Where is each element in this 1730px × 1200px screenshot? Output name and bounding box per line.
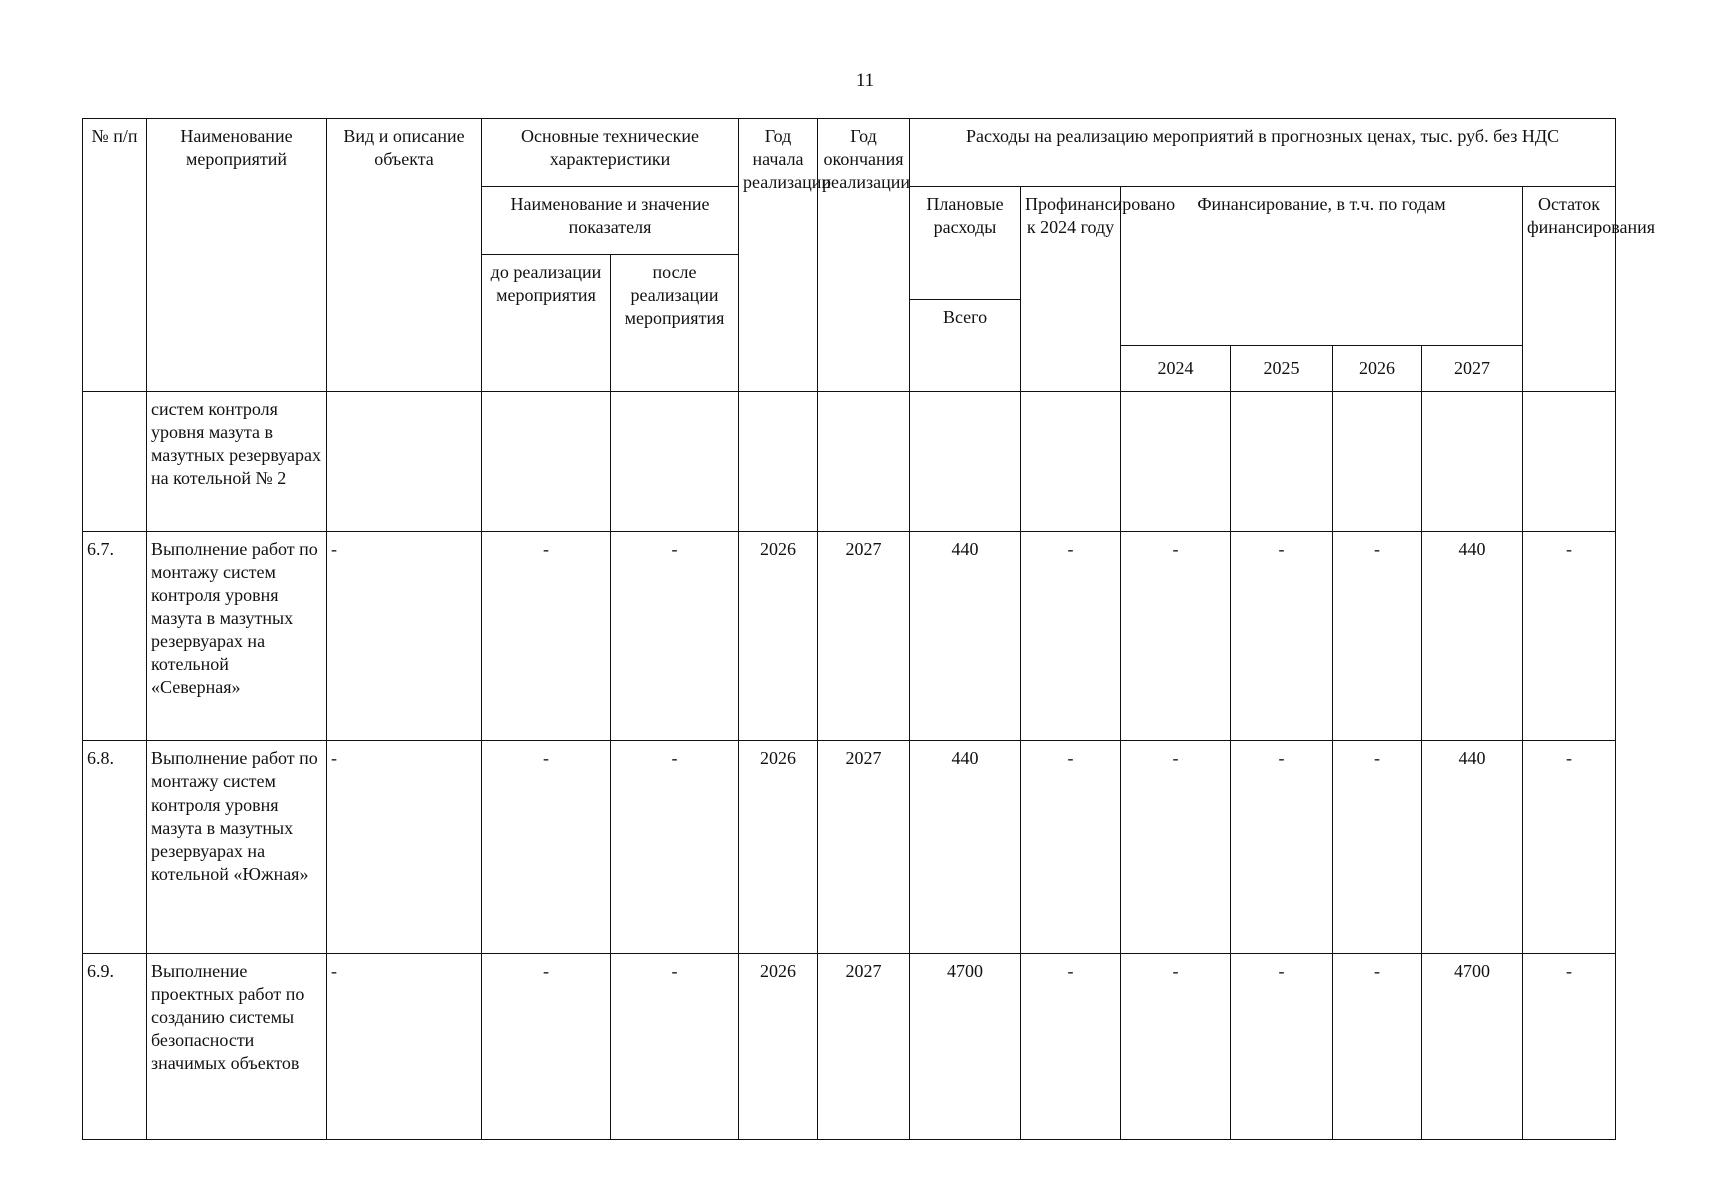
header-year-2026: 2026 — [1333, 346, 1422, 392]
row-end-year: 2027 — [818, 953, 910, 1139]
row-name: Выполнение работ по монтажу систем контроля уровня мазута в мазутных резервуарах на котельной «Южная» — [147, 741, 327, 953]
table-header — [83, 119, 1655, 392]
row-before: - — [482, 741, 611, 953]
table-body — [83, 392, 1616, 1140]
row-num: 6.9. — [83, 953, 147, 1139]
row-end-year: 2027 — [818, 532, 910, 741]
header-tech: Основные технические характеристики — [482, 119, 739, 187]
row-end-year — [818, 392, 910, 532]
row-num — [83, 392, 147, 532]
row-after: - — [611, 532, 739, 741]
row-type: - — [327, 953, 482, 1139]
header-total: Всего — [910, 300, 1021, 392]
row-before: - — [482, 953, 611, 1139]
row-remainder: - — [1523, 953, 1616, 1139]
header-financing: Финансирование, в т.ч. по годам — [1121, 187, 1523, 346]
row-2027: 4700 — [1422, 953, 1523, 1139]
row-total: 4700 — [910, 953, 1021, 1139]
row-after: - — [611, 953, 739, 1139]
measures-table — [82, 118, 1655, 1140]
header-prefinanced: Профинансировано к 2024 году — [1021, 187, 1121, 392]
row-end-year: 2027 — [818, 741, 910, 953]
row-total: 440 — [910, 532, 1021, 741]
row-before: - — [482, 532, 611, 741]
row-2024: - — [1121, 741, 1231, 953]
row-start-year: 2026 — [739, 532, 818, 741]
header-name: Наименование мероприятий — [147, 119, 327, 392]
page-number: 11 — [855, 70, 875, 91]
header-year-2024: 2024 — [1121, 346, 1231, 392]
row-total: 440 — [910, 741, 1021, 953]
row-2026: - — [1333, 741, 1422, 953]
row-prefinanced: - — [1021, 741, 1121, 953]
header-year-2027: 2027 — [1422, 346, 1523, 392]
row-2027 — [1422, 392, 1523, 532]
row-2024 — [1121, 392, 1231, 532]
row-type — [327, 392, 482, 532]
row-remainder: - — [1523, 532, 1616, 741]
header-after: после реализации мероприятия — [611, 255, 739, 392]
row-2026: - — [1333, 532, 1422, 741]
row-prefinanced — [1021, 392, 1121, 532]
header-type: Вид и описание объекта — [327, 119, 482, 392]
row-name: Выполнение работ по монтажу систем контроля уровня мазута в мазутных резервуарах на котельной «Северная» — [147, 532, 327, 741]
row-2024: - — [1121, 953, 1231, 1139]
row-num: 6.7. — [83, 532, 147, 741]
table-row — [83, 392, 1616, 532]
row-remainder: - — [1523, 741, 1616, 953]
header-planned: Плановые расходы — [910, 187, 1021, 300]
row-2026 — [1333, 392, 1422, 532]
row-prefinanced: - — [1021, 953, 1121, 1139]
header-indicator: Наименование и значение показателя — [482, 187, 739, 255]
row-type: - — [327, 741, 482, 953]
row-2025: - — [1231, 953, 1333, 1139]
header-num: № п/п — [83, 119, 147, 392]
row-name: Выполнение проектных работ по созданию системы безопасности значимых объектов — [147, 953, 327, 1139]
row-type: - — [327, 532, 482, 741]
row-after: - — [611, 741, 739, 953]
row-2025: - — [1231, 741, 1333, 953]
row-total — [910, 392, 1021, 532]
row-2025 — [1231, 392, 1333, 532]
header-before: до реализации мероприятия — [482, 255, 611, 392]
row-name: систем контроля уровня мазута в мазутных резервуарах на котельной № 2 — [147, 392, 327, 532]
row-prefinanced: - — [1021, 532, 1121, 741]
header-start-year: Год начала реализации — [739, 119, 818, 392]
row-start-year — [739, 392, 818, 532]
header-year-2025: 2025 — [1231, 346, 1333, 392]
row-2025: - — [1231, 532, 1333, 741]
row-2027: 440 — [1422, 532, 1523, 741]
row-start-year: 2026 — [739, 741, 818, 953]
header-end-year: Год окончания реализации — [818, 119, 910, 392]
row-2026: - — [1333, 953, 1422, 1139]
row-num: 6.8. — [83, 741, 147, 953]
table-row — [83, 532, 1616, 741]
table-row — [83, 953, 1616, 1139]
row-before — [482, 392, 611, 532]
row-start-year: 2026 — [739, 953, 818, 1139]
row-after — [611, 392, 739, 532]
row-2027: 440 — [1422, 741, 1523, 953]
header-remainder: Остаток финансирования — [1523, 187, 1616, 392]
row-2024: - — [1121, 532, 1231, 741]
row-remainder — [1523, 392, 1616, 532]
header-costs: Расходы на реализацию мероприятий в прогнозных ценах, тыс. руб. без НДС — [910, 119, 1616, 187]
table-row — [83, 741, 1616, 953]
